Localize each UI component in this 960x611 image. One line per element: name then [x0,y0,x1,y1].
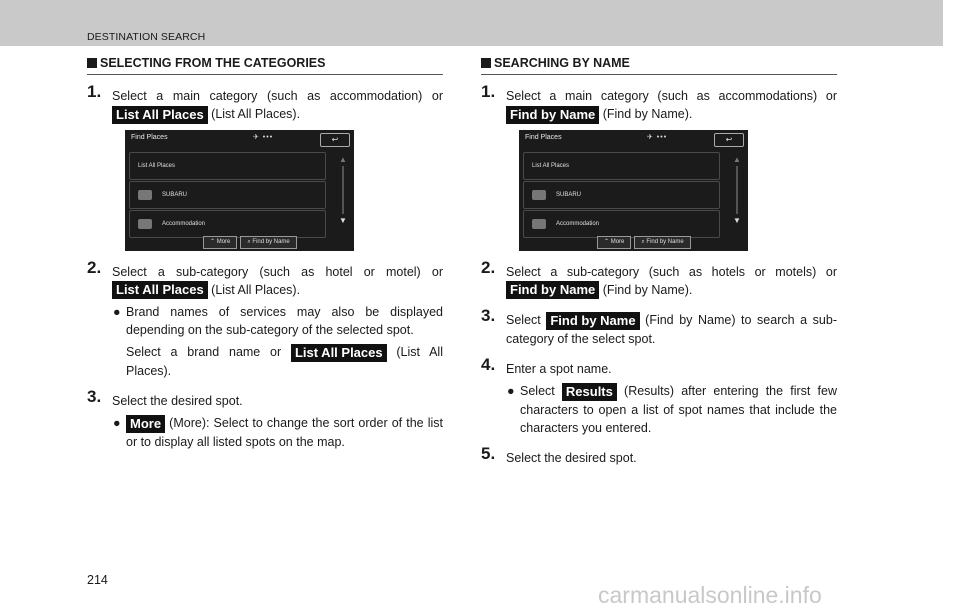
step-number: 2. [87,257,102,277]
step-5: 5. Select the desired spot. [481,443,637,465]
scroll-up-icon[interactable]: ▲ [733,154,741,164]
subaru-logo-icon [532,190,546,200]
header-title: DESTINATION SEARCH [87,31,206,43]
scroll-down-icon[interactable]: ▼ [733,215,741,225]
bed-icon [532,219,546,229]
step-2: 2. Select a sub-category (such as hotel or motel) or List All Places (List All Places). ● Brand names of services may also be displayed depending on the sub-category of the selected spot. Select a brand name or List All Places (List All Places). [87,257,443,379]
find-by-name-button[interactable]: ⌕ Find by Name [240,236,296,249]
list-item[interactable]: List All Places [523,152,720,180]
find-places-screen [125,130,354,251]
bullet-dot-icon: ● [113,416,121,431]
more-button[interactable]: ⌃ More [597,236,631,249]
step-1: 1. Select a main category (such as accommodations) or Find by Name (Find by Name). [481,82,837,122]
watermark: carmanualsonline.info [598,582,822,608]
category-list [129,152,326,233]
step-number: 1. [87,82,102,101]
list-all-places-button: List All Places [112,106,208,124]
more-button[interactable]: ⌃ More [203,236,237,249]
step-3: 3. Select Find by Name (Find by Name) to search a sub-category of the select spot. [481,306,837,347]
bullet-more: ● More (More): Select to change the sort order of the list or to display all listed spots on the map. [113,415,443,449]
sub-note: Select a brand name or List All Places (List All Places). [126,345,443,379]
square-bullet-icon [481,58,491,68]
step-number: 3. [87,387,102,407]
square-bullet-icon [87,58,97,68]
step-3: 3. Select the desired spot. ● More (More): Select to change the sort order of the list or to display all listed spots on the map. [87,387,443,449]
subaru-logo-icon [138,190,152,200]
category-list [523,152,720,233]
step-number: 1. [481,82,496,101]
screen-bottom-bar [597,236,691,249]
bullet-dot-icon: ● [113,305,121,320]
more-button-label: More [126,415,165,433]
find-by-name-button[interactable]: ⌕ Find by Name [634,236,690,249]
find-by-name-button: Find by Name [546,312,639,330]
section-title-by-name: SEARCHING BY NAME [481,56,837,75]
step-number: 5. [481,443,496,463]
signal-icon: ✈ ••• [253,133,274,141]
step-4: 4. Enter a spot name. ● Select Results (Results) after entering the first few characters to open a list of spot names that include the characters you entered. [481,355,837,435]
signal-icon: ✈ ••• [647,133,668,141]
back-icon[interactable]: ↩ [714,133,744,147]
list-item[interactable]: SUBARU [523,181,720,209]
list-item[interactable]: SUBARU [129,181,326,209]
list-all-places-button: List All Places [291,344,387,362]
find-by-name-button: Find by Name [506,106,599,124]
back-icon[interactable]: ↩ [320,133,350,147]
step-number: 4. [481,355,496,375]
results-button: Results [562,383,617,401]
list-all-places-button: List All Places [112,281,208,299]
find-places-screen [519,130,748,251]
scroll-down-icon[interactable]: ▼ [339,215,347,225]
section-title-categories: SELECTING FROM THE CATEGORIES [87,56,443,75]
bullet-results: ● Select Results (Results) after entering the first few characters to open a list of spot names that include the characters you entered. [507,383,837,435]
page-number: 214 [87,573,108,587]
left-column [87,56,443,451]
bullet-brand-names: ● Brand names of services may also be displayed depending on the sub-category of the selected spot. [113,305,443,338]
find-by-name-button: Find by Name [506,281,599,299]
scrollbar[interactable] [732,155,742,230]
bullet-dot-icon: ● [507,384,515,399]
screen-title: Find Places [131,133,168,141]
scroll-up-icon[interactable]: ▲ [339,154,347,164]
bed-icon [138,219,152,229]
screen-title: Find Places [525,133,562,141]
step-2: 2. Select a sub-category (such as hotels or motels) or Find by Name (Find by Name). [481,257,837,298]
list-item[interactable]: Accommodation [523,210,720,238]
screen-bottom-bar [203,236,297,249]
step-number: 2. [481,257,496,277]
scrollbar[interactable] [338,155,348,230]
step-number: 3. [481,306,496,326]
step-1: 1. Select a main category (such as accommodation) or List All Places (List All Places). [87,82,443,122]
right-column [481,56,837,467]
list-item[interactable]: Accommodation [129,210,326,238]
list-item[interactable]: List All Places [129,152,326,180]
